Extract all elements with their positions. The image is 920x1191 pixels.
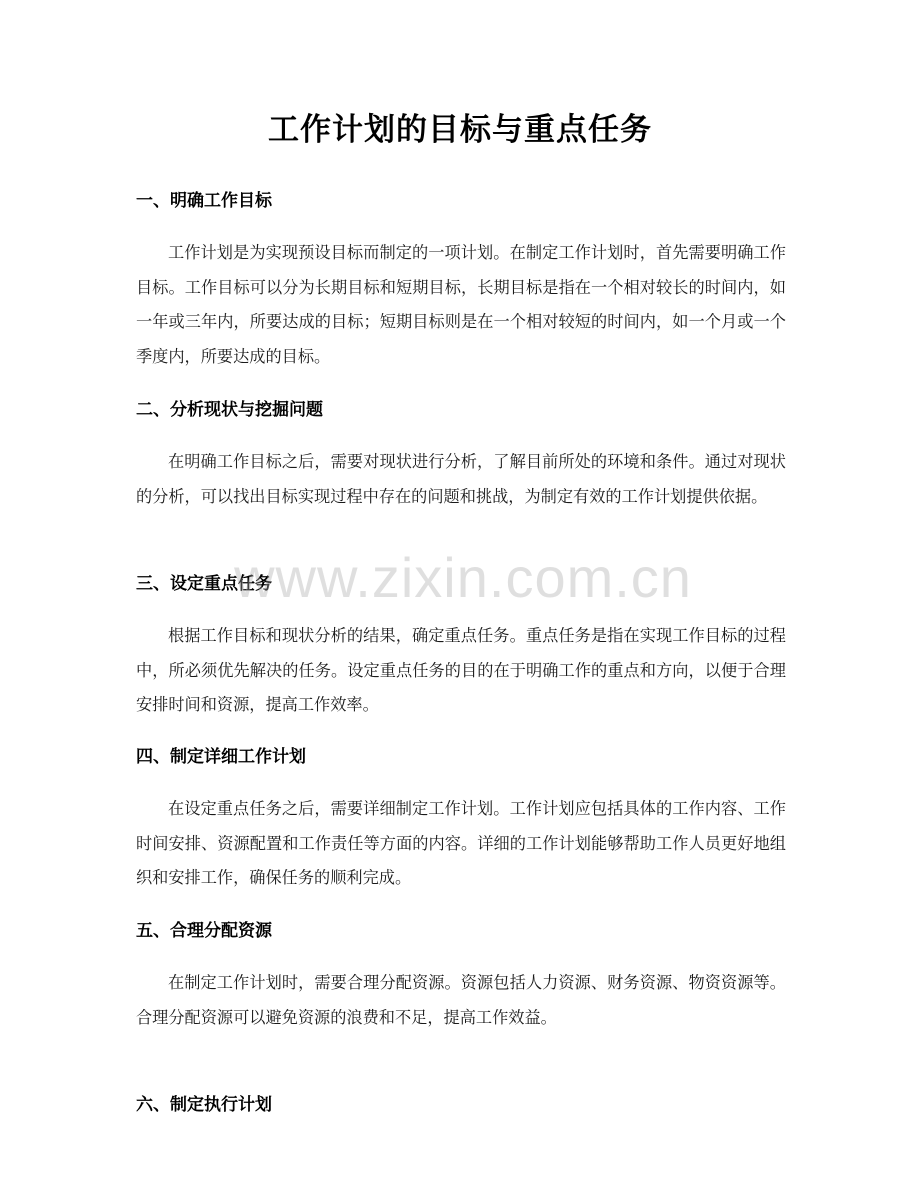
section-heading-2: 二、分析现状与挖掘问题 — [136, 400, 323, 420]
section-body-4: 在设定重点任务之后，需要详细制定工作计划。工作计划应包括具体的工作内容、工作时间安排、资源配置和工作责任等方面的内容。详细的工作计划能够帮助工作人员更好地组织和安排工作，确保任务的顺利完成。 — [136, 799, 786, 887]
section-heading-5: 五、合理分配资源 — [136, 921, 272, 941]
document-title: 工作计划的目标与重点任务 — [268, 112, 652, 148]
section-heading-4: 四、制定详细工作计划 — [136, 747, 306, 767]
section-heading-3: 三、设定重点任务 — [136, 574, 272, 594]
watermark: www.zixin.com.cn — [234, 546, 692, 609]
section-body-2: 在明确工作目标之后，需要对现状进行分析，了解目前所处的环境和条件。通过对现状的分析，可以找出目标实现过程中存在的问题和挑战，为制定有效的工作计划提供依据。 — [136, 452, 786, 506]
section-heading-1: 一、明确工作目标 — [136, 191, 272, 211]
section-body-1: 工作计划是为实现预设目标而制定的一项计划。在制定工作计划时，首先需要明确工作目标。工作目标可以分为长期目标和短期目标，长期目标是指在一个相对较长的时间内，如一年或三年内，所要达成的目标；短期目标则是在一个相对较短的时间内，如一个月或一个季度内，所要达成的目标。 — [136, 243, 786, 366]
section-body-5: 在制定工作计划时，需要合理分配资源。资源包括人力资源、财务资源、物资资源等。合理分配资源可以避免资源的浪费和不足，提高工作效益。 — [136, 973, 786, 1027]
section-heading-6: 六、制定执行计划 — [136, 1095, 272, 1115]
section-body-3: 根据工作目标和现状分析的结果，确定重点任务。重点任务是指在实现工作目标的过程中，所必须优先解决的任务。设定重点任务的目的在于明确工作的重点和方向，以便于合理安排时间和资源，提高工作效率。 — [136, 626, 786, 714]
